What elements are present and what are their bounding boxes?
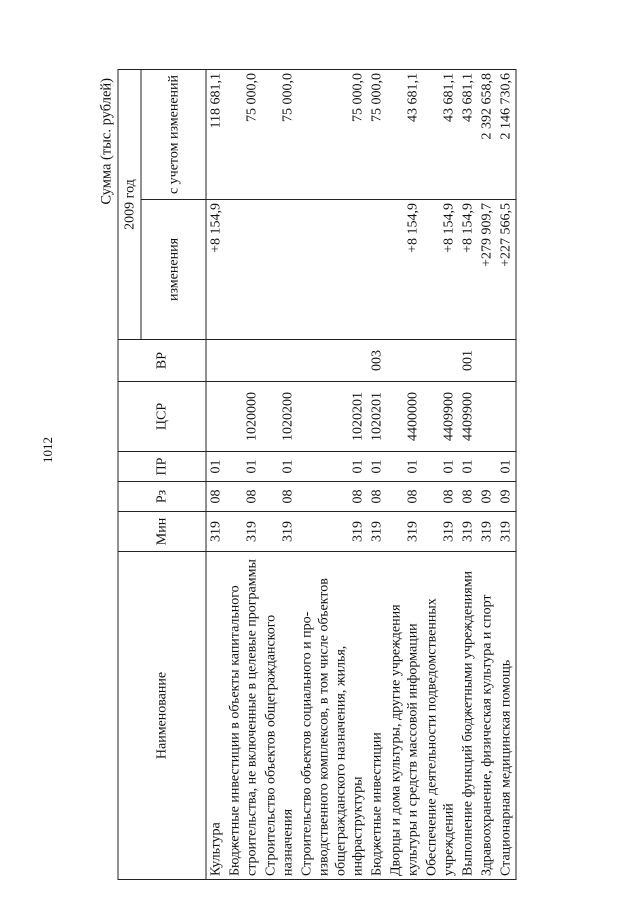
row-name: Обеспечение деятельности подведомственных учреждений: [423, 552, 459, 880]
row-change: +279 909,7: [478, 200, 497, 340]
row-name: Выполнение функций бюджетными учреждениями: [459, 552, 478, 880]
row-rz: 08: [423, 482, 459, 512]
header-name: Наименование: [118, 552, 206, 880]
row-pr: 01: [206, 452, 226, 482]
row-min: 319: [298, 512, 368, 552]
row-pr: 01: [497, 452, 517, 482]
row-rz: 08: [262, 482, 298, 512]
row-rz: 08: [387, 482, 423, 512]
row-csr: [478, 382, 497, 452]
header-year: 2009 год: [118, 70, 141, 340]
header-pr: ПР: [118, 452, 206, 482]
row-min: 319: [497, 512, 517, 552]
row-min: 319: [459, 512, 478, 552]
row-name: Строительство объектов общегражданского назначения: [262, 552, 298, 880]
header-csr: ЦСР: [118, 382, 206, 452]
row-pr: 01: [226, 452, 262, 482]
header-min: Мин: [118, 512, 206, 552]
row-total: 43 681,1: [387, 70, 423, 200]
row-rz: 08: [298, 482, 368, 512]
row-total: 75 000,0: [298, 70, 368, 200]
row-name: Стационарная медицинская помощь: [497, 552, 517, 880]
row-change: +8 154,9: [423, 200, 459, 340]
row-total: 43 681,1: [423, 70, 459, 200]
row-vr: [298, 340, 368, 382]
row-csr: [206, 382, 226, 452]
row-pr: 01: [298, 452, 368, 482]
row-vr: [226, 340, 262, 382]
row-change: [226, 200, 262, 340]
table-row: [298, 70, 368, 880]
row-csr: [497, 382, 517, 452]
row-vr: [478, 340, 497, 382]
row-rz: 09: [478, 482, 497, 512]
row-name: Строительство объектов социального и производственного комплексов, в том числе объектов общегражданского назначения, жилья, инфраструктуры: [298, 552, 368, 880]
row-pr: 01: [423, 452, 459, 482]
table-row: [226, 70, 262, 880]
row-change: +227 566,5: [497, 200, 517, 340]
budget-table-page: [96, 70, 541, 880]
table-row: [459, 70, 478, 880]
table-row: [368, 70, 387, 880]
row-csr: 4409900: [459, 382, 478, 452]
row-name: Бюджетные инвестиции в объекты капитального строительства, не включенные в целевые программы: [226, 552, 262, 880]
row-vr: 003: [368, 340, 387, 382]
header-changes: изменения: [141, 200, 206, 340]
row-change: [368, 200, 387, 340]
row-vr: [262, 340, 298, 382]
row-csr: 1020000: [226, 382, 262, 452]
row-csr: 4400000: [387, 382, 423, 452]
row-total: 2 146 730,6: [497, 70, 517, 200]
row-pr: 01: [459, 452, 478, 482]
budget-table: [118, 69, 517, 880]
table-body: [206, 70, 516, 880]
row-total: 75 000,0: [262, 70, 298, 200]
table-row: [387, 70, 423, 880]
table-row: [423, 70, 459, 880]
row-vr: [423, 340, 459, 382]
row-min: 319: [423, 512, 459, 552]
row-csr: 1020201: [298, 382, 368, 452]
header-rz: Рз: [118, 482, 206, 512]
row-pr: 01: [368, 452, 387, 482]
unit-caption: Сумма (тыс. рублей): [98, 78, 115, 205]
row-total: 75 000,0: [368, 70, 387, 200]
table-header: [118, 70, 206, 880]
row-change: [262, 200, 298, 340]
row-total: 2 392 658,8: [478, 70, 497, 200]
row-rz: 08: [226, 482, 262, 512]
table-row: [262, 70, 298, 880]
row-rz: 08: [206, 482, 226, 512]
row-change: +8 154,9: [459, 200, 478, 340]
row-rz: 08: [368, 482, 387, 512]
row-min: 319: [368, 512, 387, 552]
row-pr: 01: [262, 452, 298, 482]
row-csr: 1020201: [368, 382, 387, 452]
row-vr: [497, 340, 517, 382]
header-with-changes: с учетом изменений: [141, 70, 206, 200]
row-csr: 4409900: [423, 382, 459, 452]
row-pr: 01: [387, 452, 423, 482]
table-row: [497, 70, 517, 880]
row-change: +8 154,9: [206, 200, 226, 340]
table-row: [478, 70, 497, 880]
row-total: 118 681,1: [206, 70, 226, 200]
row-name: Дворцы и дома культуры, другие учреждения культуры и средств массовой информации: [387, 552, 423, 880]
row-name: Здравоохранение, физическая культура и спорт: [478, 552, 497, 880]
row-change: [298, 200, 368, 340]
row-min: 319: [206, 512, 226, 552]
row-min: 319: [478, 512, 497, 552]
row-change: +8 154,9: [387, 200, 423, 340]
row-min: 319: [262, 512, 298, 552]
row-vr: [387, 340, 423, 382]
row-min: 319: [387, 512, 423, 552]
row-pr: [478, 452, 497, 482]
page-number: 1012: [40, 437, 55, 463]
table-row: [206, 70, 226, 880]
row-min: 319: [226, 512, 262, 552]
header-vr: ВР: [118, 340, 206, 382]
row-name: Культура: [206, 552, 226, 880]
row-total: 43 681,1: [459, 70, 478, 200]
row-total: 75 000,0: [226, 70, 262, 200]
row-rz: 09: [497, 482, 517, 512]
row-vr: 001: [459, 340, 478, 382]
row-name: Бюджетные инвестиции: [368, 552, 387, 880]
row-csr: 1020200: [262, 382, 298, 452]
row-rz: 08: [459, 482, 478, 512]
row-vr: [206, 340, 226, 382]
